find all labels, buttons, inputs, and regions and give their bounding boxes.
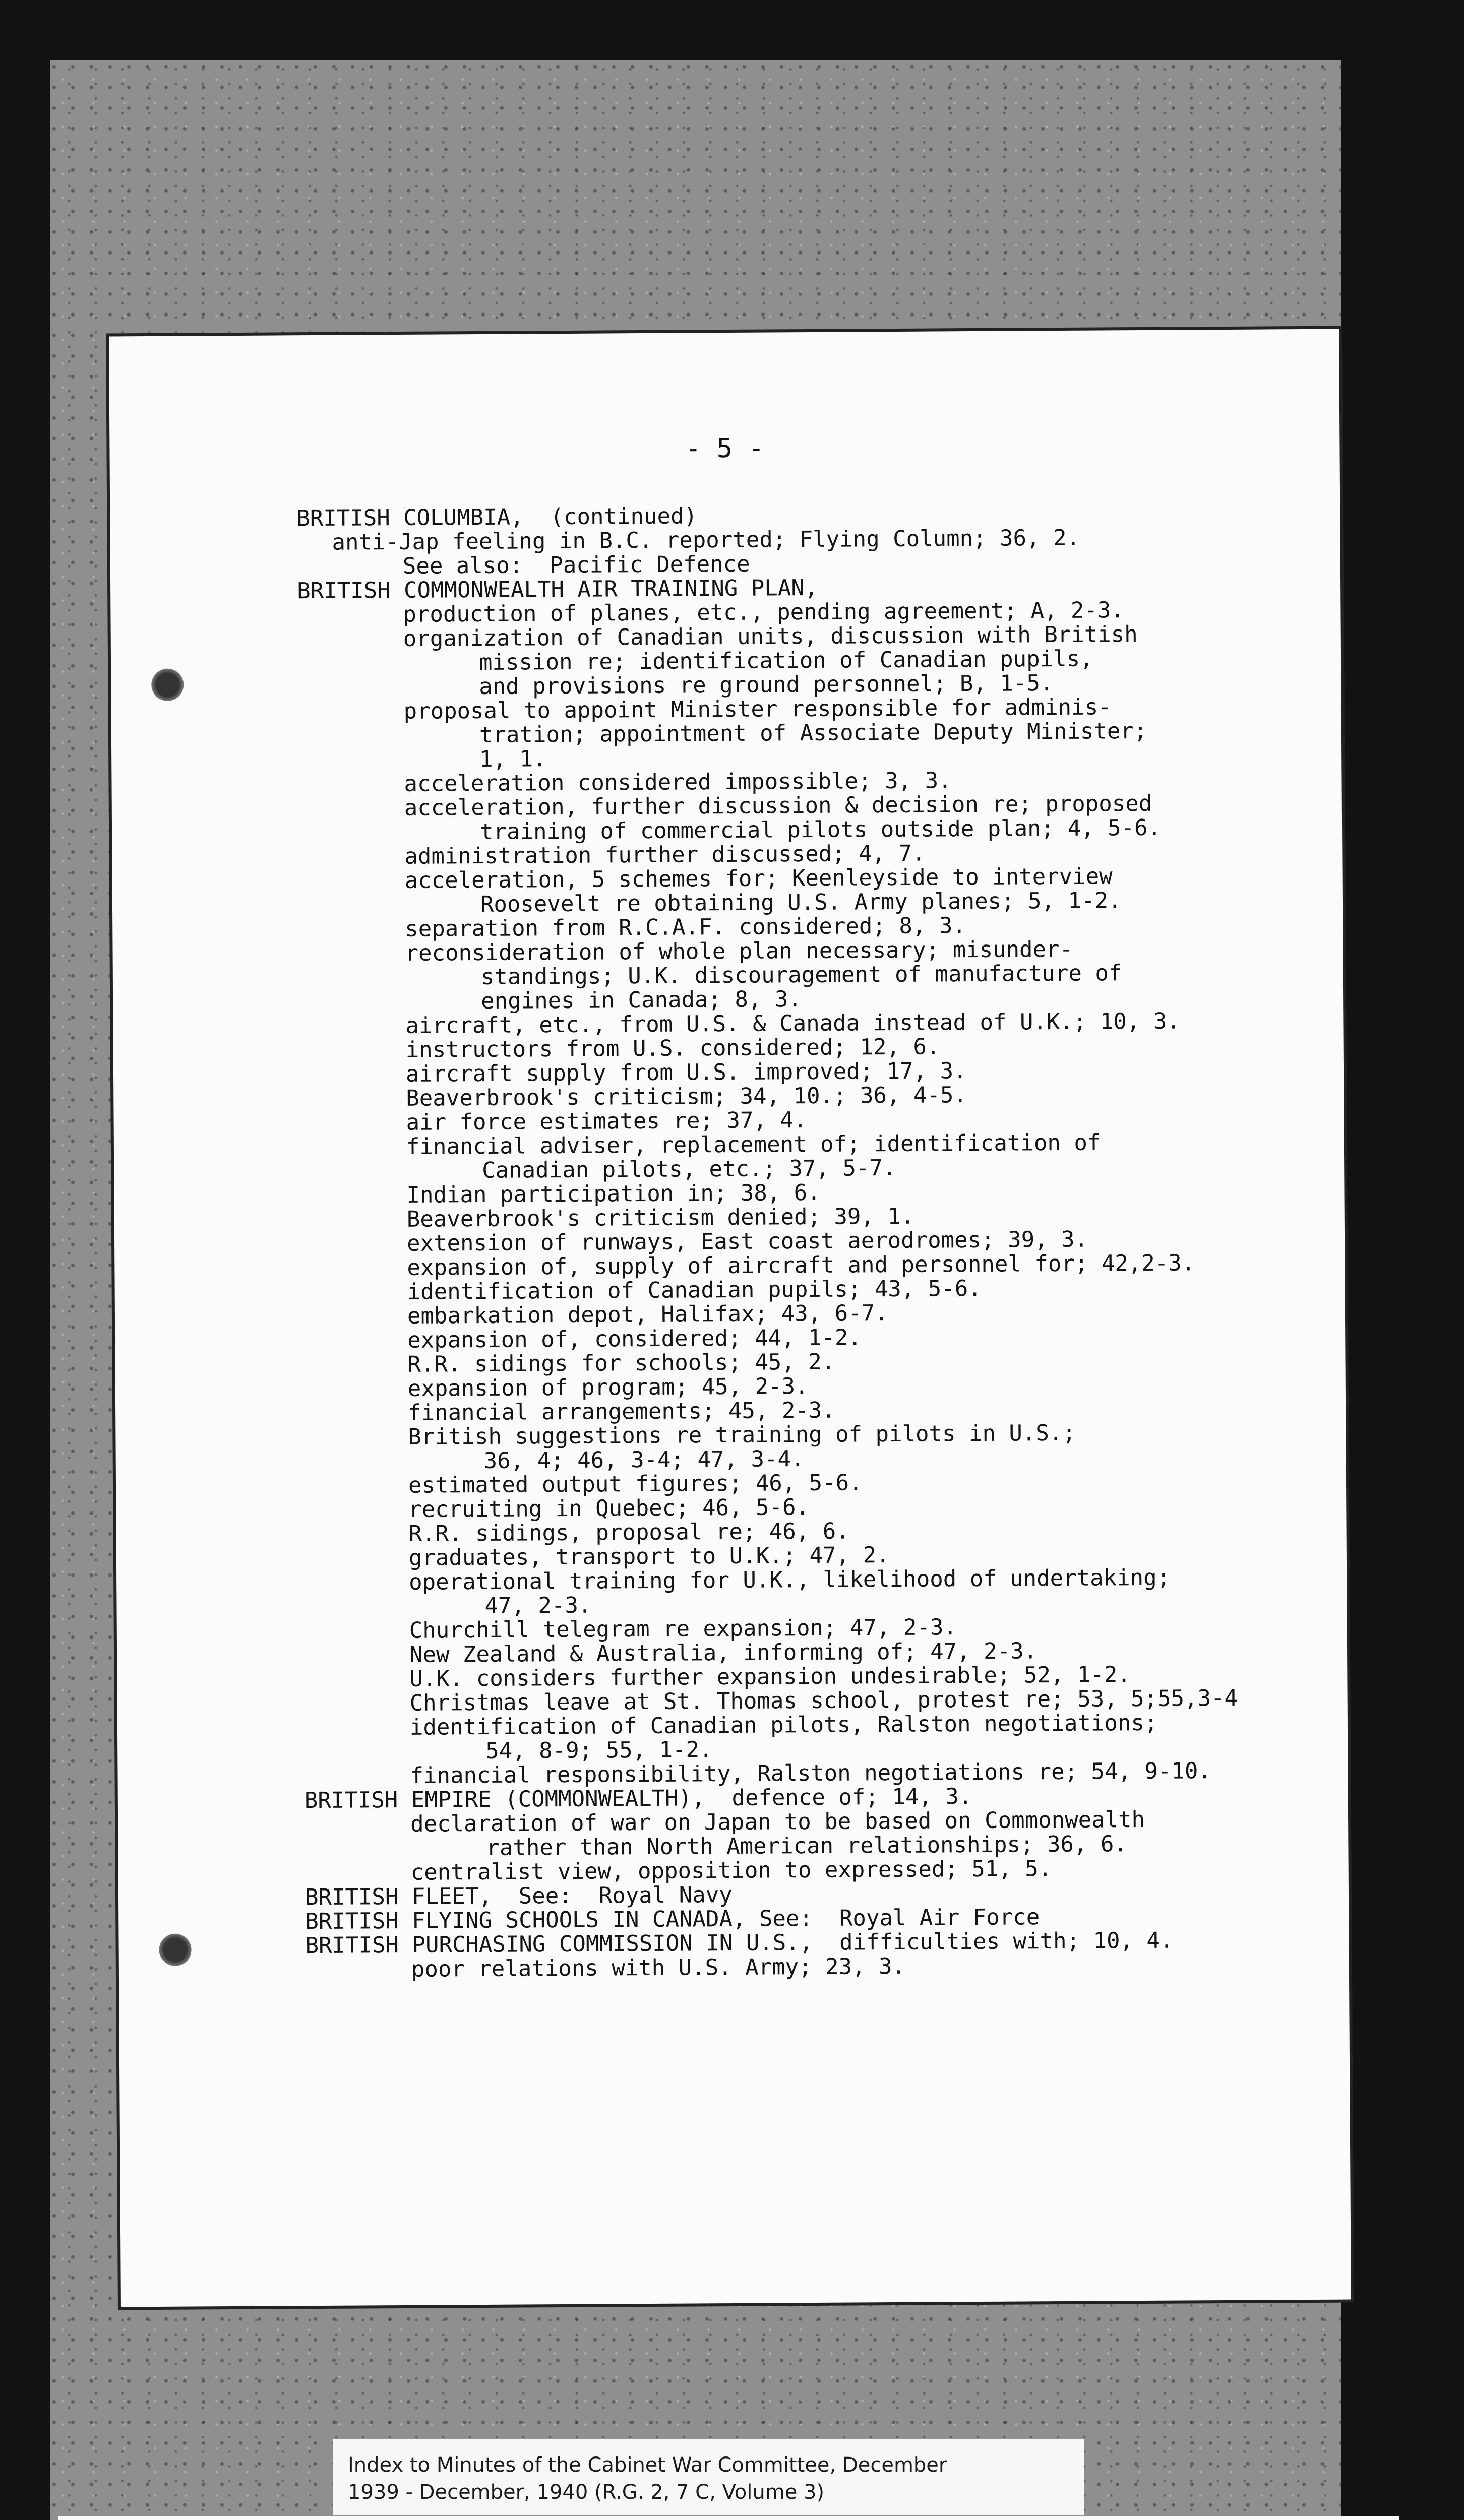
index-line: R.R. sidings for schools; 45, 2. [407,1349,835,1377]
index-line: British suggestions re training of pilots in U.S.; [408,1420,1076,1450]
index-line: 54, 8-9; 55, 1-2. [485,1737,713,1764]
index-line: tration; appointment of Associate Deputy Minister; [479,718,1147,748]
index-entries [110,500,1340,1982]
punch-hole-bottom [159,1934,191,1966]
index-line: BRITISH FLEET, See: Royal Navy [304,1881,733,1911]
index-line: anti-Jap feeling in B.C. reported; Flying Column; 36, 2. [332,525,1080,555]
document-page [109,329,1351,2307]
index-line: engines in Canada; 8, 3. [480,986,802,1015]
index-line: extension of runways, East coast aerodromes; 39, 3. [406,1226,1088,1256]
index-line: Roosevelt re obtaining U.S. Army planes; 5, 1-2. [480,888,1122,918]
index-line: financial arrangements; 45, 2-3. [407,1397,835,1426]
index-line: expansion of, considered; 44, 1-2. [407,1325,862,1353]
index-line: 36, 4; 46, 3-4; 47, 3-4. [483,1446,805,1474]
index-line: BRITISH EMPIRE (COMMONWEALTH), defence of; 14, 3. [304,1784,972,1814]
index-line: instructors from U.S. considered; 12, 6. [405,1034,940,1063]
index-line: financial adviser, replacement of; identification of [406,1129,1101,1160]
punch-hole-top [151,669,184,701]
index-line: 1, 1. [479,746,546,773]
index-line: Indian participation in; 38, 6. [406,1179,821,1208]
index-line: air force estimates re; 37, 4. [406,1107,807,1136]
index-line: Canadian pilots, etc.; 37, 5-7. [482,1155,896,1183]
index-line: aircraft, etc., from U.S. & Canada instead of U.K.; 10, 3. [405,1008,1181,1039]
index-line: separation from R.C.A.F. considered; 8, 3. [405,913,966,942]
index-line: aircraft supply from U.S. improved; 17, 3. [405,1058,967,1087]
index-line: acceleration considered impossible; 3, 3. [404,768,952,797]
index-line: poor relations with U.S. Army; 23, 3. [411,1953,906,1982]
index-line: BRITISH FLYING SCHOOLS IN CANADA, See: Royal Air Force [305,1904,1040,1935]
index-line: operational training for U.K., likelihood of undertaking; [409,1564,1171,1595]
index-line: recruiting in Quebec; 46, 5-6. [408,1494,810,1523]
index-line: BRITISH COLUMBIA, (continued) [296,503,698,532]
index-line: acceleration, 5 schemes for; Keenleyside to interview [404,863,1113,894]
index-line: See also: Pacific Defence [402,551,750,579]
index-line: declaration of war on Japan to be based on Commonwealth [410,1806,1145,1837]
index-line: embarkation depot, Halifax; 43, 6-7. [407,1300,888,1329]
index-line: financial responsibility, Ralston negotiations re; 54, 9-10. [410,1758,1212,1789]
index-line: expansion of program; 45, 2-3. [407,1373,809,1402]
index-line: rather than North American relationships; 36, 6. [486,1831,1128,1861]
index-line: New Zealand & Australia, informing of; 47, 2-3. [409,1638,1038,1668]
index-line: production of planes, etc., pending agreement; A, 2-3. [403,597,1125,627]
index-line: acceleration, further discussion & decision re; proposed [404,790,1152,821]
index-line: 47, 2-3. [484,1592,592,1619]
index-line: BRITISH PURCHASING COMMISSION IN U.S., difficulties with; 10, 4. [305,1927,1174,1959]
index-line: organization of Canadian units, discussion with British [403,621,1138,652]
page-number: - 5 - [685,433,764,464]
index-line: Beaverbrook's criticism; 34, 10.; 36, 4-5. [406,1082,967,1111]
index-line: R.R. sidings, proposal re; 46, 6. [408,1518,849,1547]
index-line: Beaverbrook's criticism denied; 39, 1. [406,1203,914,1232]
index-line: proposal to appoint Minister responsible for adminis- [403,694,1112,724]
index-line: centralist view, opposition to expressed; 51, 5. [410,1856,1052,1885]
index-line: BRITISH COMMONWEALTH AIR TRAINING PLAN, [297,575,818,604]
index-line: and provisions re ground personnel; B, 1-5. [479,670,1054,700]
index-line: identification of Canadian pilots, Ralston negotiations; [409,1710,1158,1740]
index-line: mission re; identification of Canadian pupils, [478,646,1093,676]
index-line: estimated output figures; 46, 5-6. [408,1470,863,1498]
index-line: reconsideration of whole plan necessary; misunder- [405,936,1073,966]
index-line: standings; U.K. discouragement of manufacture of [480,960,1122,990]
caption-label [333,2439,1084,2515]
archives-stamp [58,2516,1399,2520]
index-line: training of commercial pilots outside plan; 4, 5-6. [479,814,1162,845]
caption-line-1: Index to Minutes of the Cabinet War Committee, December [348,2453,947,2477]
index-line: expansion of, supply of aircraft and personnel for; 42,2-3. [407,1250,1195,1281]
index-line: Churchill telegram re expansion; 47, 2-3. [409,1614,957,1644]
index-line: U.K. considers further expansion undesirable; 52, 1-2. [409,1662,1131,1692]
index-line: graduates, transport to U.K.; 47, 2. [408,1542,890,1571]
index-line: identification of Canadian pupils; 43, 5-6. [407,1275,982,1305]
caption-line-2: 1939 - December, 1940 (R.G. 2, 7 C, Volume 3) [348,2481,825,2504]
index-line: Christmas leave at St. Thomas school, protest re; 53, 5;55,3-4 [409,1685,1238,1716]
index-line: administration further discussed; 4, 7. [404,840,926,869]
